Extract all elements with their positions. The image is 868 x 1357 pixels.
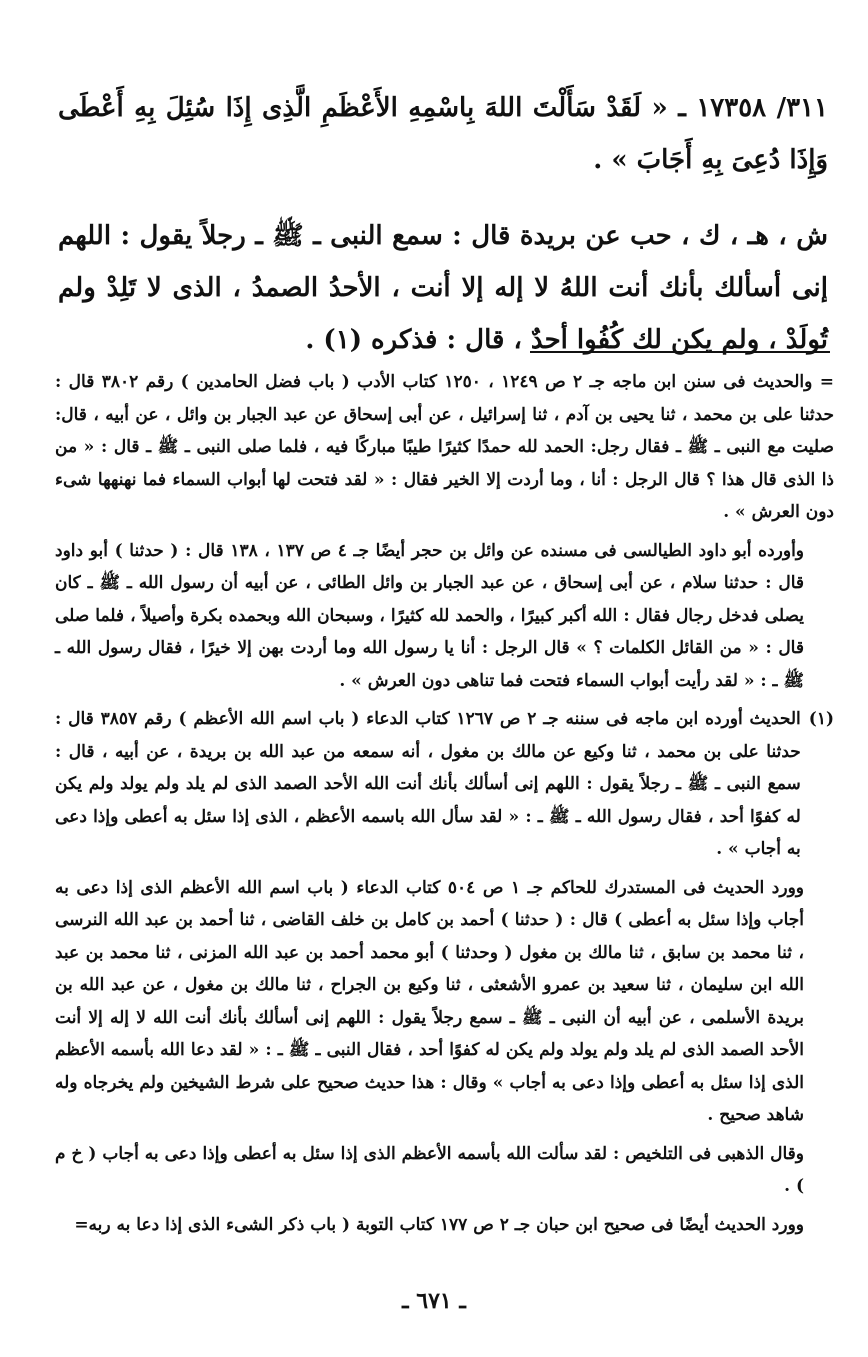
main-text [58,82,828,390]
footnote-divider [530,351,830,353]
footnote-marker: (١) [808,709,834,729]
footnote-paragraph: = والحديث فى سنن ابن ماجه جـ ٢ ص ١٢٤٩ ، ١٢٥٠ كتاب الأدب ( باب فضل الحامدين ) رقم ٣٨٠٢ قال : حدثنا على بن محمد ، ثنا يحيى بن آدم ، ثنا إسرائيل ، عن أبى إسحاق عن عبد الجبار بن وائل ، عن أبيه ، قال: صليت مع النبى ـ ﷺ ـ فقال رجل: الحمد لله حمدًا كثيرًا طيبًا مباركًا فيه ، فلما صلى النبى ـ ﷺ ـ قال : « من ذا الذى قال هذا ؟ قال الرجل : أنا ، وما أردت إلا الخير فقال : « لقد فتحت لها أبواب السماء فما نهنهها شىء دون العرش » . [55,372,834,522]
page-number: ـ ٦٧١ ـ [402,1288,466,1314]
footnote-1 [55,703,834,872]
footnote-paragraph: الحديث أورده ابن ماجه فى سننه جـ ٢ ص ١٢٦٧ كتاب الدعاء ( باب اسم الله الأعظم ) رقم ٣٨٥٧ قال : حدثنا على بن محمد ، ثنا وكيع عن مالك بن مغول ، أنه سمعه من عبد الله بن بريدة ، عن أبيه ، قال : سمع النبى ـ ﷺ ـ رجلاً يقول : اللهم إنى أسألك بأنك أنت الله الأحد الصمد الذى لم يلد ولم يولد ولم يكن له كفوًا أحد ، فقال رسول الله ـ ﷺ ـ : « لقد سأل الله باسمه الأعظم ، الذى إذا سئل به أعطى وإذا دعى به أجاب » . [55,709,801,859]
footnotes [55,366,834,1247]
commentary-text: ش ، هـ ، ك ، حب عن بريدة قال : سمع النبى ـ ﷺ ـ رجلاً يقول : اللهم إنى أسألك بأنك أنت اللهُ لا إله إلا أنت ، الأحدُ الصمدُ ، الذى لا تَلِدْ ولم تُولَدْ ، ولم يكن لك كُفُوا أحدٌ ، قال : فذكره (١) . [58,221,828,355]
footnote-paragraph: وأورده أبو داود الطيالسى فى مسنده عن وائل بن حجر أيضًا جـ ٤ ص ١٣٧ ، ١٣٨ قال : ( حدثنا ) أبو داود قال : حدثنا سلام ، عن أبى إسحاق ، عن عبد الجبار بن وائل الطائى ، عن أبيه أن رسول الله ـ ﷺ ـ كان يصلى فدخل رجال فقال : الله أكبر كبيرًا ، والحمد لله كثيرًا ، وسبحان الله وبحمده بكرة وأصيلاً ، فلما صلى قال : « من القائل الكلمات ؟ » قال الرجل : أنا يا رسول الله وما أردت بهن إلا خيرًا ، فقال رسول الله ـ ﷺ ـ : « لقد رأيت أبواب السماء فتحت فما تناهى دون العرش » . [55,540,805,691]
footnote-paragraph: وقال الذهبى فى التلخيص : لقد سألت الله بأسمه الأعظم الذى إذا سئل به أعطى وإذا دعى به أجاب ( خ م ) . [55,1143,804,1196]
footnote-paragraph: وورد الحديث فى المستدرك للحاكم جـ ١ ص ٥٠٤ كتاب الدعاء ( باب اسم الله الأعظم الذى إذا دعى به أجاب وإذا سئل به أعطى ) قال : ( حدثنا ) أحمد بن كامل بن خلف القاضى ، ثنا أحمد بن عبد الله النرسى ، ثنا محمد بن سابق ، ثنا مالك بن مغول ( وحدثنا ) أبو محمد أحمد بن عبد الله المزنى ، ثنا محمد بن عبد الله ابن سليمان ، ثنا سعيد بن عمرو الأشعثى ، ثنا وكيع بن الجراح ، ثنا مالك بن مغول ، عن عبد الله بن بريدة الأسلمى ، عن أبيه أن النبى ـ ﷺ ـ سمع رجلاً يقول : اللهم إنى أسألك بأنك أنت الله لا إله إلا أنت الأحد الصمد الذى لم يلد ولم يولد ولم يكن له كفوًا أحد ، فقال النبى ـ ﷺ ـ : « لقد دعا الله بأسمه الأعظم الذى إذا سئل به أعطى وإذا دعى به أجاب » وقال : هذا حديث صحيح على شرط الشيخين ولم يخرجاه وله شاهد صحيح . [55,877,804,1125]
footnote-paragraph: وورد الحديث أيضًا فى صحيح ابن حبان جـ ٢ ص ١٧٧ كتاب التوبة ( باب ذكر الشىء الذى إذا دعا به ربه= [74,1214,804,1235]
hadith-text: ٣١١/ ١٧٣٥٨ ـ « لَقَدْ سَأَلْتَ اللهَ بِاسْمِهِ الأَعْظَمِ الَّذِى إِذَا سُئِلَ بِهِ أَعْطَى وَإِذَا دُعِىَ بِهِ أَجَابَ » . [58,93,828,175]
